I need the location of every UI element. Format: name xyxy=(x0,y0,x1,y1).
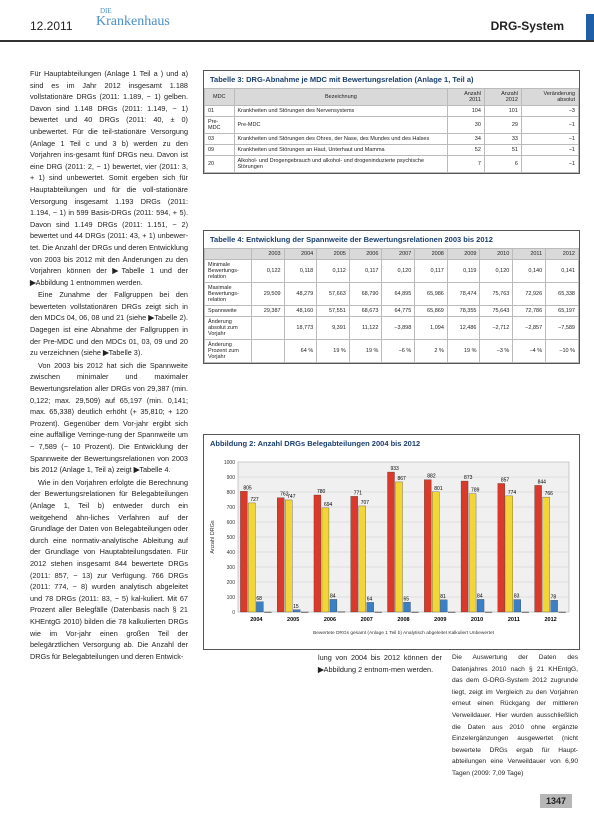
x-tick-label: 2011 xyxy=(507,617,520,623)
table-cell: 09 xyxy=(205,145,235,156)
data-label: 780 xyxy=(316,489,326,495)
data-label: 857 xyxy=(500,477,510,484)
page-header xyxy=(0,0,594,42)
bar xyxy=(248,503,255,612)
bar xyxy=(424,480,431,612)
bar xyxy=(277,498,284,612)
table-header-cell: 2007 xyxy=(382,249,415,260)
table-header-cell: 2011 xyxy=(513,249,546,260)
table-cell: Krankheiten und Störungen an Haut, Unterhaut und Mamma xyxy=(234,145,448,156)
table-header-cell: 2009 xyxy=(447,249,480,260)
table-cell: 65,197 xyxy=(546,306,579,317)
data-label: 801 xyxy=(434,485,443,492)
data-label: 84 xyxy=(329,593,336,600)
table-cell: 0,120 xyxy=(480,260,513,283)
table-cell: 0,117 xyxy=(415,260,448,283)
table-cell: 0,140 xyxy=(513,260,546,283)
bar xyxy=(498,483,505,612)
table-cell: 29 xyxy=(484,117,521,134)
left-column xyxy=(30,68,188,663)
bar xyxy=(375,612,382,613)
table-cell: 6 xyxy=(484,156,521,173)
page-number: 1347 xyxy=(540,794,572,808)
bar xyxy=(522,612,529,613)
data-label: 15 xyxy=(293,603,299,610)
table-cell: Alkohol- und Drogengebrauch und alkohol- und drogeninduzierte psychische Störungen xyxy=(234,156,448,173)
table-cell: −10 % xyxy=(546,340,579,363)
table xyxy=(204,88,579,173)
data-label: 65 xyxy=(403,596,410,603)
row-label: Minimale Bewertungs-relation xyxy=(205,260,252,283)
bar xyxy=(440,600,447,612)
data-label: 844 xyxy=(537,479,546,486)
table xyxy=(204,248,579,363)
bar xyxy=(314,495,321,612)
bar xyxy=(432,492,439,612)
y-tick-label: 1000 xyxy=(223,460,235,466)
table-header-cell: 2003 xyxy=(252,249,285,260)
x-tick-label: 2012 xyxy=(544,617,557,623)
paragraph: Eine Zunahme der Fallgruppen bei den bewerteten vollstationären DRGs zeigt sich in den MDCs 04, 06, 08 und 21 (siehe ▶Tabelle 2). Dagegen ist eine Abnahme der Fallgruppen in der Pre-MDC und den MDCs 01, 03, 09 und 20 zu verzeichnen (siehe ▶Tabelle 3). xyxy=(30,290,189,358)
table-cell: 0,120 xyxy=(382,260,415,283)
paragraph: Wie in den Vorjahren erfolgte die Berechnung der Bewertungsrelationen für Belegabteilungen (Anlage 1, Teil b) entweder durch ein weitgehend ähn-liches Verfahren auf der Grundlage der Daten von Belegabteilungen oder durch eine normativ-analytische Ableitung auf der Grundlage von Hauptabteilungsdaten. Für 2012 stehen insgesamt 844 bewertete DRGs (2011: 857, − 13) zur Verfügung. 766 DRGs (2011: 774, − 8) wurden analytisch abgeleitet und 78 DRGs (2011: 83, − 5) kal-kuliert. Mit 67 Prozent aller Belegfälle (Datenbasis nach § 21 KHEntgG 2010) bilden die 78 kalkulierten DRGs wie im Vor-jahr einen großen Teil der belegärztlichen Versorgung ab. Die Anzahl der DRGs für Belegabteilungen und deren Entwick- xyxy=(30,477,188,661)
bar xyxy=(396,482,403,612)
table-header-cell: 2006 xyxy=(349,249,382,260)
paragraph: Von 2003 bis 2012 hat sich die Spannweite zwischen minimaler und maximaler Bewertungsrelation aller DRGs von 29,387 (min. 0,122; max. 29,509) auf 65,197 (min. 0,141; max. 65,338) deutlich erhöht (+ 35,810; + 120 Prozent). Gegenüber dem Vor-jahr ergibt sich eine auffällige Verringe-rung der Spannweite um − 7,589 (− 10 Prozent). Die Entwicklung der Spannweite der Bewertungsrelationen von 2003 bis 2012 (Anlage 1, Teil a) zeigt ▶Tabelle 4. xyxy=(30,360,188,475)
table-cell: 0,112 xyxy=(317,260,350,283)
table-row xyxy=(205,117,579,134)
table-cell: 48,279 xyxy=(284,283,317,306)
data-label: 83 xyxy=(513,593,520,600)
bar xyxy=(293,610,300,612)
bar xyxy=(551,600,558,612)
x-tick-label: 2007 xyxy=(360,617,373,623)
table-cell: −1 xyxy=(521,134,578,145)
table-cell: 57,551 xyxy=(317,306,350,317)
bar xyxy=(485,612,492,613)
bar xyxy=(256,602,263,612)
data-label: 84 xyxy=(477,593,483,600)
table-cell: 0,118 xyxy=(284,260,317,283)
y-tick-label: 0 xyxy=(232,610,235,616)
data-label: 68 xyxy=(256,595,262,602)
table-cell: 01 xyxy=(205,106,235,117)
data-label: 762 xyxy=(280,491,289,498)
journal-logo: DIE Krankenhaus xyxy=(96,7,170,29)
data-label: 81 xyxy=(440,593,446,600)
table-header-cell: 2005 xyxy=(317,249,350,260)
table-cell xyxy=(252,340,285,363)
data-label: 747 xyxy=(287,493,296,500)
y-tick-label: 400 xyxy=(226,550,235,556)
table-cell: 18,773 xyxy=(284,317,317,340)
data-label: 774 xyxy=(507,489,517,496)
bar xyxy=(301,612,308,613)
table-header-cell: Anzahl 2011 xyxy=(448,89,485,106)
table-cell: 65,869 xyxy=(415,306,448,317)
data-label: 707 xyxy=(360,499,370,506)
bar xyxy=(240,491,247,612)
table-cell: 0,141 xyxy=(546,260,579,283)
y-axis-label: Anzahl DRGs xyxy=(210,520,216,554)
bar xyxy=(285,500,292,612)
table-cell: Krankheiten und Störungen des Nervensystems xyxy=(234,106,448,117)
table-cell: 0,122 xyxy=(252,260,285,283)
row-label: Änderung Prozent zum Vorjahr xyxy=(205,340,252,363)
table-cell: −2,857 xyxy=(513,317,546,340)
bottom-mid-text: lung von 2004 bis 2012 können der ▶Abbildung 2 entnom-men werden. xyxy=(318,653,442,674)
table-cell: 33 xyxy=(484,134,521,145)
bar xyxy=(506,496,513,612)
x-tick-label: 2010 xyxy=(470,617,484,623)
table-cell: 0,119 xyxy=(447,260,480,283)
table-header-cell: Veränderung absolut xyxy=(521,89,578,106)
table-cell: 11,122 xyxy=(349,317,382,340)
bar xyxy=(351,496,358,612)
table-cell: 57,663 xyxy=(317,283,350,306)
bar xyxy=(461,481,468,612)
table-row xyxy=(205,340,579,363)
y-tick-label: 300 xyxy=(226,565,235,571)
data-label: 805 xyxy=(243,485,252,492)
table-cell: 19 % xyxy=(349,340,382,363)
section-title: DRG-System xyxy=(490,19,564,33)
table-cell: 101 xyxy=(484,106,521,117)
table-row xyxy=(205,260,579,283)
table-cell: 29,509 xyxy=(252,283,285,306)
table-cell: 30 xyxy=(448,117,485,134)
table-cell: 75,643 xyxy=(480,306,513,317)
table-cell: 9,391 xyxy=(317,317,350,340)
table-row xyxy=(205,156,579,173)
table-cell: −3 % xyxy=(480,340,513,363)
bar xyxy=(367,602,374,612)
data-label: 766 xyxy=(544,491,553,498)
bar xyxy=(559,612,566,613)
table-header-cell: 2010 xyxy=(480,249,513,260)
table-cell: 64,895 xyxy=(382,283,415,306)
y-tick-label: 200 xyxy=(226,580,235,586)
bar xyxy=(448,612,455,613)
chart-title: Abbildung 2: Anzahl DRGs Belegabteilungen 2004 bis 2012 xyxy=(210,439,421,448)
table-cell: 1,094 xyxy=(415,317,448,340)
table-row xyxy=(205,283,579,306)
bottom-right-text: Die Auswertung der Daten des Datenjahres 2010 nach § 21 KHEntgG, das dem G-DRG-System 2012 zugrunde liegt, zeigt im Vergleich zu den Vorjahren erneut einen Rückgang der mittleren Verweildauer. Hier wurden ausschließlich die Daten aus 2010 ohne ergänzte Einzelergänzungen ausgewertet (nicht bewertete DRGs ergab für Haupt-abteilungen eine Verweildauer von 6,90 Tagen (2009: 7,09 Tage) xyxy=(452,654,578,777)
y-tick-label: 600 xyxy=(226,520,235,526)
x-tick-label: 2009 xyxy=(434,617,447,623)
table-caption: Tabelle 4: Entwicklung der Spannweite der Bewertungsrelationen 2003 bis 2012 xyxy=(204,231,579,248)
bar xyxy=(388,472,395,612)
paragraph: Für Hauptabteilungen (Anlage 1 Teil a ) und a) sind es im Jahr 2012 insgesamt 1.188 vollstationäre DRGs (2011: 1.189, − 1) gelben. Davon sind 1.148 DRGs (2011: 1.149, − 1) bewertet und 40 DRGs (2011: 40, ± 0) unbewertet. Für die teil-stationäre Versorgung (Anlage 1 Teil c und 3 b) werden zu den Vorjahren ins-gesamt fünf DRGs neu. Davon ist eine DRG (2011: 2, − 1) bewertet, vier (2011: 3, + 1) sind unbewertet. Somit ergeben sich für Hauptabteilungen und für die voll-stationäre Versorgung insgesamt 1.193 DRGs (2011: 1.194, − 1) in 599 Basis-DRGs (2011: 594, + 5). Davon sind 1.149 DRGs (2011: 1.151, − 2) bewertet und 44 DRGs (2011: 43, + 1) unbewer-tet. Die Anzahl der DRGs und deren Entwicklung von 2003 bis 2012 mit den Änderungen zu den Vorjahren können der ▶Tabelle 1 und der ▶Abbildung 1 entnommen werden. xyxy=(30,69,189,287)
table-row xyxy=(205,145,579,156)
bar xyxy=(322,508,329,612)
table-cell: 68,673 xyxy=(349,306,382,317)
bar xyxy=(338,612,345,613)
table-cell: Krankheiten und Störungen des Ohres, der Nase, des Mundes und des Halses xyxy=(234,134,448,145)
table-cell: 64 % xyxy=(284,340,317,363)
table-cell: −1 xyxy=(521,156,578,173)
data-label: 727 xyxy=(250,496,259,503)
data-label: 867 xyxy=(397,475,406,482)
row-label: Änderung absolut zum Vorjahr xyxy=(205,317,252,340)
legend: Bewertete DRGs gesamt (Anlage 1 Teil b) Analytisch abgeleitet Kalkuliert Unbewertet xyxy=(313,631,494,636)
table-header-cell: 2008 xyxy=(415,249,448,260)
table-cell: 65,986 xyxy=(415,283,448,306)
table-row xyxy=(205,106,579,117)
table-row xyxy=(205,317,579,340)
table-cell xyxy=(252,317,285,340)
table-cell: 104 xyxy=(448,106,485,117)
x-tick-label: 2004 xyxy=(250,617,263,623)
table-cell: −4 % xyxy=(513,340,546,363)
table-cell: 34 xyxy=(448,134,485,145)
x-tick-label: 2008 xyxy=(397,617,410,623)
table-4 xyxy=(203,230,580,364)
table-header-cell: Bezeichnung xyxy=(234,89,448,106)
table-3 xyxy=(203,70,580,174)
table-cell: 78,474 xyxy=(447,283,480,306)
y-tick-label: 900 xyxy=(226,475,235,481)
table-cell: Pre-MDC xyxy=(205,117,235,134)
issue-date: 12.2011 xyxy=(30,19,73,33)
table-cell: 2 % xyxy=(415,340,448,363)
bar xyxy=(535,485,542,612)
y-tick-label: 700 xyxy=(226,505,235,511)
table-cell: 65,338 xyxy=(546,283,579,306)
table-caption: Tabelle 3: DRG-Abnahme je MDC mit Bewertungsrelation (Anlage 1, Teil a) xyxy=(204,71,579,88)
table-cell: 03 xyxy=(205,134,235,145)
table-cell: 20 xyxy=(205,156,235,173)
table-cell: −2,712 xyxy=(480,317,513,340)
table-cell: 75,763 xyxy=(480,283,513,306)
table-cell: −6 % xyxy=(382,340,415,363)
table-cell: 29,387 xyxy=(252,306,285,317)
bar xyxy=(469,494,476,612)
x-tick-label: 2005 xyxy=(287,617,300,623)
bar xyxy=(412,612,419,613)
table-header-cell: Anzahl 2012 xyxy=(484,89,521,106)
table-row xyxy=(205,134,579,145)
bar-chart xyxy=(204,452,577,642)
table-cell: −7,589 xyxy=(546,317,579,340)
data-label: 873 xyxy=(464,475,473,482)
y-tick-label: 100 xyxy=(226,595,235,601)
table-header-cell: 2012 xyxy=(546,249,579,260)
table-cell: 0,117 xyxy=(349,260,382,283)
table-cell: 51 xyxy=(484,145,521,156)
table-cell: 64,775 xyxy=(382,306,415,317)
bar xyxy=(543,497,550,612)
data-label: 771 xyxy=(353,490,363,497)
data-label: 882 xyxy=(427,473,436,480)
table-cell: −3,898 xyxy=(382,317,415,340)
row-label: Spannweite xyxy=(205,306,252,317)
section-marker xyxy=(586,14,594,40)
table-header-cell: 2004 xyxy=(284,249,317,260)
table-row xyxy=(205,306,579,317)
table-cell: 52 xyxy=(448,145,485,156)
bar xyxy=(330,599,337,612)
data-label: 78 xyxy=(550,594,557,601)
data-label: 789 xyxy=(471,487,480,494)
figure-2 xyxy=(203,434,580,650)
data-label: 933 xyxy=(390,466,399,473)
table-cell: 78,355 xyxy=(447,306,480,317)
bar xyxy=(477,599,484,612)
table-cell: 12,486 xyxy=(447,317,480,340)
table-cell: 72,786 xyxy=(513,306,546,317)
bar xyxy=(264,612,271,613)
y-tick-label: 500 xyxy=(226,535,235,541)
table-cell: −3 xyxy=(521,106,578,117)
table-header-cell xyxy=(205,249,252,260)
table-header-cell: MDC xyxy=(205,89,235,106)
table-cell: −1 xyxy=(521,117,578,134)
y-tick-label: 800 xyxy=(226,490,235,496)
table-cell: 48,160 xyxy=(284,306,317,317)
table-cell: 19 % xyxy=(317,340,350,363)
table-cell: 72,926 xyxy=(513,283,546,306)
bar xyxy=(404,602,411,612)
bar xyxy=(514,600,521,612)
data-label: 64 xyxy=(366,596,373,603)
table-cell: −1 xyxy=(521,145,578,156)
table-cell: 19 % xyxy=(447,340,480,363)
row-label: Maximale Bewertungs-relation xyxy=(205,283,252,306)
data-label: 694 xyxy=(323,501,333,508)
table-cell: 68,790 xyxy=(349,283,382,306)
x-tick-label: 2006 xyxy=(323,617,337,623)
table-cell: 7 xyxy=(448,156,485,173)
table-cell: Pre-MDC xyxy=(234,117,448,134)
bar xyxy=(359,506,366,612)
